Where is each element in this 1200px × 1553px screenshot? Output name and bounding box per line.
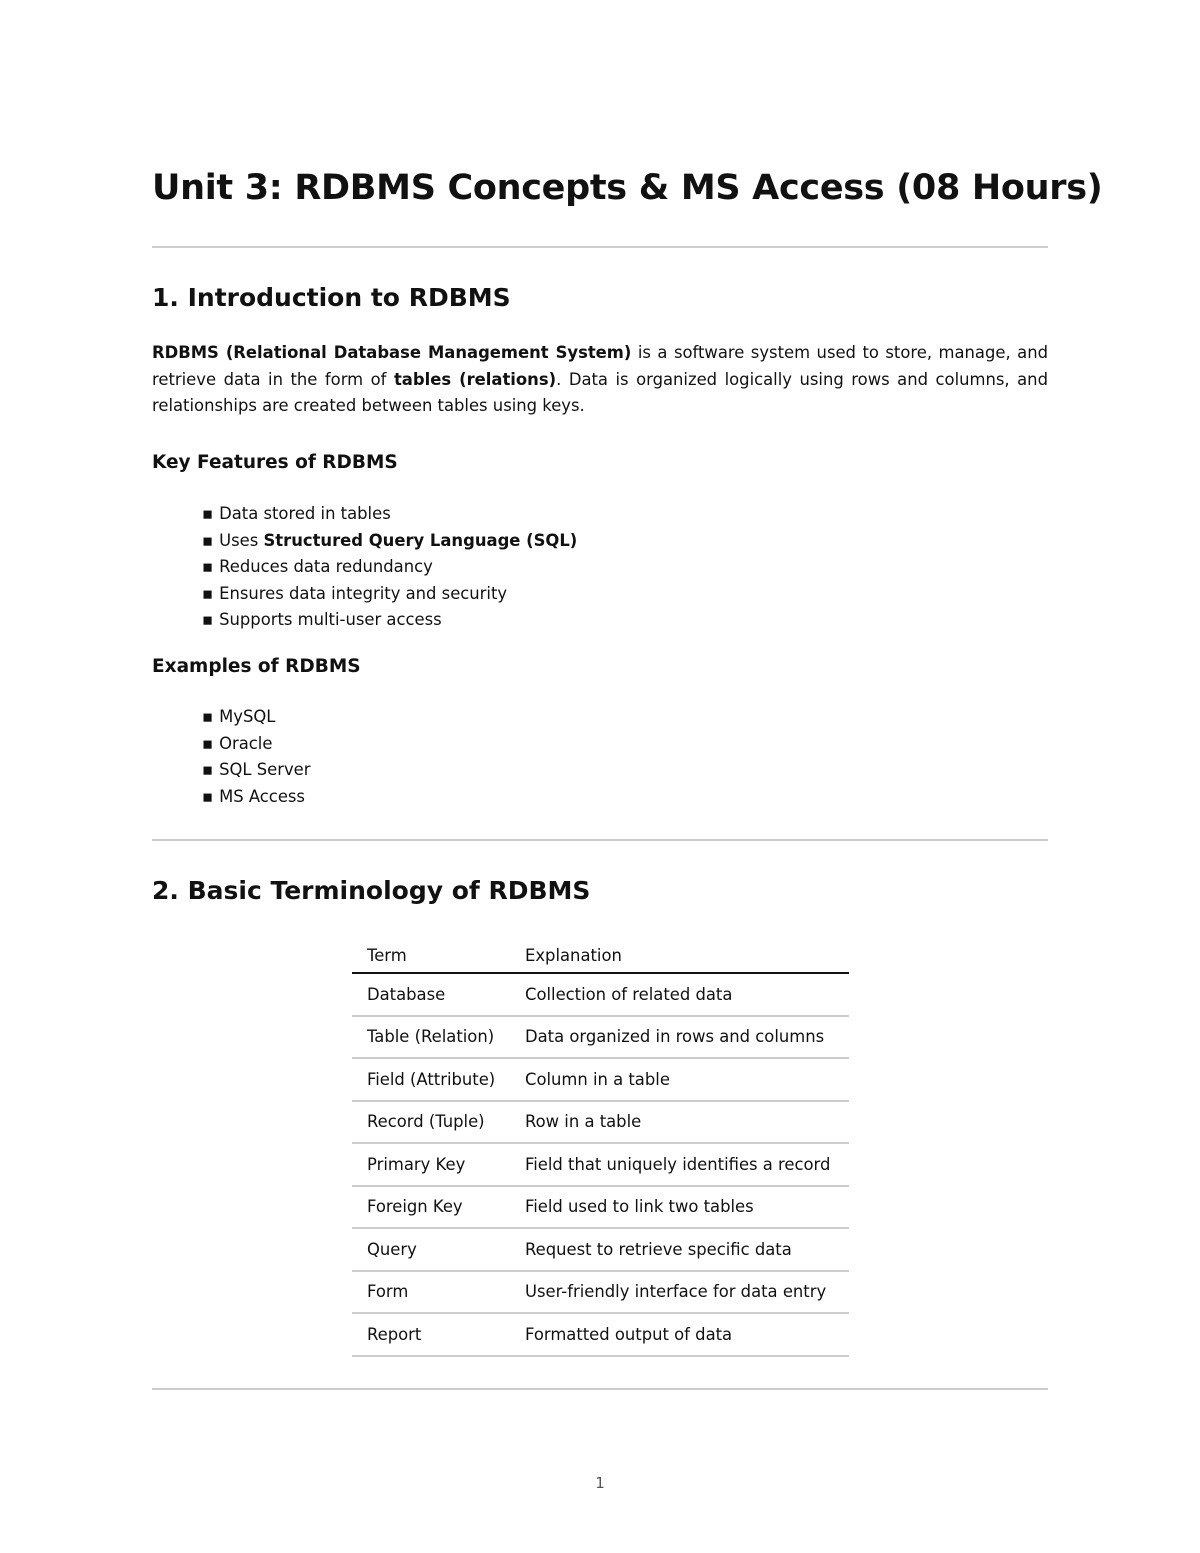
section-heading-terminology: 2. Basic Terminology of RDBMS bbox=[152, 876, 591, 905]
explanation-cell: Row in a table bbox=[510, 1101, 849, 1144]
bullet-icon: ▪ bbox=[202, 707, 214, 726]
term-cell: Form bbox=[352, 1271, 510, 1314]
table-header-row bbox=[352, 938, 849, 973]
horizontal-rule bbox=[152, 839, 1048, 841]
intro-text-part1: is a software system used to store, manage, and retrieve data in the form of bbox=[152, 343, 1048, 389]
explanation-cell: Field that uniquely identifies a record bbox=[510, 1143, 849, 1186]
sql-term: Structured Query Language (SQL) bbox=[263, 530, 578, 550]
list-item: ▪ Ensures data integrity and security bbox=[202, 583, 508, 603]
column-header-term: Term bbox=[352, 938, 510, 973]
tables-term: tables (relations) bbox=[393, 369, 557, 389]
list-item: ▪ Data stored in tables bbox=[202, 504, 391, 523]
column-header-explanation: Explanation bbox=[510, 938, 849, 973]
explanation-cell: Field used to link two tables bbox=[510, 1186, 849, 1229]
terminology-table bbox=[352, 938, 849, 1357]
page-number: 1 bbox=[595, 1474, 605, 1492]
list-item: ▪ Reduces data redundancy bbox=[202, 557, 433, 577]
bullet-icon: ▪ bbox=[202, 583, 214, 603]
list-item: ▪ MS Access bbox=[202, 786, 305, 806]
term-cell: Query bbox=[352, 1228, 510, 1271]
table-row bbox=[352, 1101, 849, 1144]
term-cell: Record (Tuple) bbox=[352, 1101, 510, 1144]
list-item: ▪ Oracle bbox=[202, 733, 273, 753]
term-cell: Field (Attribute) bbox=[352, 1058, 510, 1101]
list-item: ▪ Uses Structured Query Language (SQL) bbox=[202, 530, 578, 550]
subheading-key-features: Key Features of RDBMS bbox=[152, 452, 398, 473]
bullet-icon: ▪ bbox=[202, 504, 214, 523]
table-row bbox=[352, 1058, 849, 1101]
explanation-cell: Collection of related data bbox=[510, 973, 849, 1016]
table-row bbox=[352, 1271, 849, 1314]
bullet-icon: ▪ bbox=[202, 786, 214, 806]
rdbms-term: RDBMS (Relational Database Management System) bbox=[152, 343, 632, 362]
explanation-cell: Column in a table bbox=[510, 1058, 849, 1101]
bullet-icon: ▪ bbox=[202, 557, 214, 577]
table-row bbox=[352, 1228, 849, 1271]
page-title: Unit 3: RDBMS Concepts & MS Access (08 Hours) bbox=[152, 168, 1103, 208]
explanation-cell: Formatted output of data bbox=[510, 1313, 849, 1356]
list-item: ▪ SQL Server bbox=[202, 760, 311, 780]
bullet-icon: ▪ bbox=[202, 733, 214, 753]
intro-paragraph bbox=[152, 340, 1048, 420]
term-cell: Database bbox=[352, 973, 510, 1016]
list-item: ▪ MySQL bbox=[202, 707, 276, 726]
table-row bbox=[352, 1186, 849, 1229]
explanation-cell: Data organized in rows and columns bbox=[510, 1016, 849, 1059]
subheading-examples: Examples of RDBMS bbox=[152, 656, 361, 677]
table-row bbox=[352, 1143, 849, 1186]
term-cell: Primary Key bbox=[352, 1143, 510, 1186]
section-heading-intro: 1. Introduction to RDBMS bbox=[152, 283, 511, 312]
term-cell: Foreign Key bbox=[352, 1186, 510, 1229]
term-cell: Table (Relation) bbox=[352, 1016, 510, 1059]
table-row bbox=[352, 973, 849, 1016]
intro-text-part2: . Data is organized logically using rows and columns, and relationships are created between tables using keys. bbox=[152, 369, 1048, 415]
examples-list bbox=[202, 704, 311, 810]
list-item: ▪ Supports multi-user access bbox=[202, 610, 442, 630]
explanation-cell: Request to retrieve specific data bbox=[510, 1228, 849, 1271]
table-row bbox=[352, 1016, 849, 1059]
horizontal-rule bbox=[152, 246, 1048, 248]
bullet-icon: ▪ bbox=[202, 760, 214, 780]
bullet-icon: ▪ bbox=[202, 610, 214, 630]
explanation-cell: User-friendly interface for data entry bbox=[510, 1271, 849, 1314]
term-cell: Report bbox=[352, 1313, 510, 1356]
table-row bbox=[352, 1313, 849, 1356]
bullet-icon: ▪ bbox=[202, 530, 214, 550]
key-features-list bbox=[202, 501, 577, 634]
horizontal-rule bbox=[152, 1388, 1048, 1390]
